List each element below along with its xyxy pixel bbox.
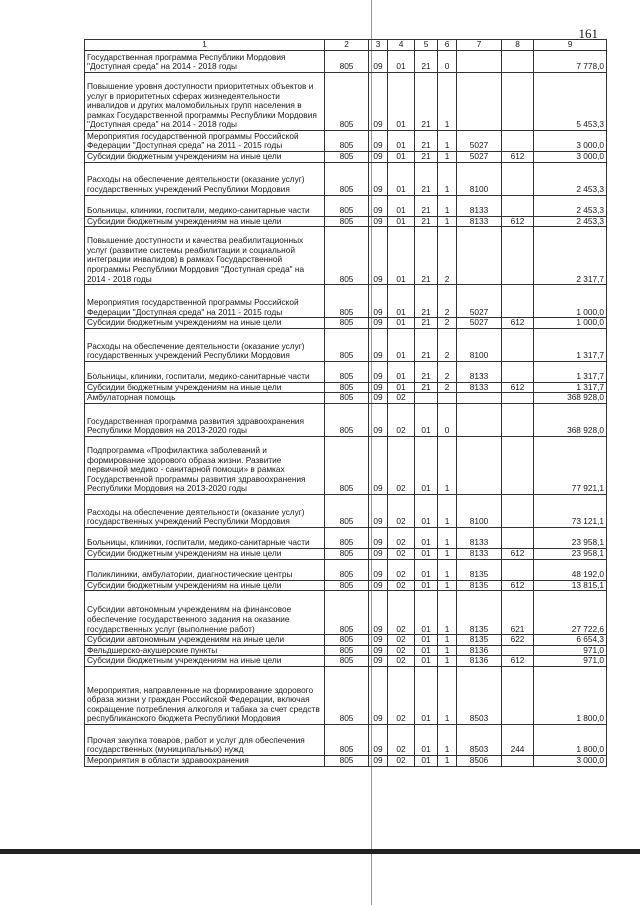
cell-item: 8503 (457, 666, 502, 724)
row-name: Повышение уровня доступности приоритетных объектов и услуг в приоритетных сферах жизнедеятельности инвалидов и других маломобильных групп населения в рамках Государственной программы Республики Мордовия "Доступная среда" на 2014 - 2018 годы (85, 73, 325, 131)
cell-program: 01 (415, 559, 438, 580)
cell-subprogram (438, 393, 457, 404)
cell-expense-type (502, 73, 534, 131)
cell-item: 5027 (457, 131, 502, 152)
cell-amount: 1 800,0 (534, 666, 607, 724)
cell-expense-type (502, 51, 534, 73)
cell-subprogram: 2 (438, 227, 457, 285)
cell-subsection: 01 (388, 195, 415, 216)
cell-program: 01 (415, 656, 438, 667)
row-name: Мероприятия в области здравоохранения (85, 755, 325, 766)
cell-amount: 73 121,1 (534, 494, 607, 527)
cell-expense-type (502, 494, 534, 527)
header-cell: 5 (415, 40, 438, 51)
cell-code: 805 (325, 51, 369, 73)
cell-expense-type (502, 403, 534, 436)
cell-code: 805 (325, 195, 369, 216)
row-name: Прочая закупка товаров, работ и услуг для обеспечения государственных (муниципальных) нужд (85, 724, 325, 755)
cell-amount: 1 800,0 (534, 724, 607, 755)
cell-expense-type: 612 (502, 318, 534, 329)
cell-subsection: 01 (388, 216, 415, 227)
cell-subsection: 01 (388, 73, 415, 131)
cell-expense-type: 612 (502, 382, 534, 393)
cell-code: 805 (325, 591, 369, 635)
cell-subsection: 01 (388, 361, 415, 382)
cell-item: 5027 (457, 285, 502, 318)
row-name: Субсидии бюджетным учреждениям на иные цели (85, 216, 325, 227)
cell-program: 21 (415, 162, 438, 195)
cell-code: 805 (325, 494, 369, 527)
cell-subprogram: 2 (438, 382, 457, 393)
table-row (85, 393, 607, 404)
cell-subsection: 02 (388, 527, 415, 548)
cell-program: 01 (415, 494, 438, 527)
cell-program: 01 (415, 548, 438, 559)
cell-code: 805 (325, 656, 369, 667)
cell-section: 09 (369, 227, 388, 285)
cell-subsection: 02 (388, 494, 415, 527)
row-name: Мероприятия, направленные на формирование здорового образа жизни у граждан Российской Федерации, включая сокращение потребления алкоголя и табака за счет средств республиканского бюджета Республики Мордовия (85, 666, 325, 724)
cell-amount: 23 958,1 (534, 527, 607, 548)
cell-item: 8133 (457, 361, 502, 382)
cell-subprogram: 1 (438, 73, 457, 131)
cell-subsection: 01 (388, 227, 415, 285)
cell-section: 09 (369, 724, 388, 755)
cell-section: 09 (369, 403, 388, 436)
cell-subsection: 01 (388, 131, 415, 152)
table-row (85, 216, 607, 227)
cell-subprogram: 1 (438, 494, 457, 527)
cell-code: 805 (325, 361, 369, 382)
bottom-rule (0, 849, 640, 854)
row-name: Амбулаторная помощь (85, 393, 325, 404)
cell-section: 09 (369, 559, 388, 580)
cell-section: 09 (369, 393, 388, 404)
cell-subprogram: 1 (438, 195, 457, 216)
cell-subsection: 02 (388, 666, 415, 724)
cell-item: 8506 (457, 755, 502, 766)
cell-item: 8135 (457, 580, 502, 591)
table-row (85, 548, 607, 559)
cell-item: 5027 (457, 152, 502, 163)
row-name: Субсидии бюджетным учреждениям на иные цели (85, 580, 325, 591)
cell-code: 805 (325, 724, 369, 755)
cell-subsection: 01 (388, 152, 415, 163)
cell-item: 8136 (457, 656, 502, 667)
cell-program: 21 (415, 382, 438, 393)
cell-program: 21 (415, 195, 438, 216)
cell-subprogram: 1 (438, 559, 457, 580)
cell-amount: 6 654,3 (534, 635, 607, 646)
cell-subprogram: 1 (438, 152, 457, 163)
cell-item: 8135 (457, 635, 502, 646)
row-name: Субсидии бюджетным учреждениям на иные цели (85, 656, 325, 667)
row-name: Субсидии бюджетным учреждениям на иные цели (85, 152, 325, 163)
cell-subprogram: 1 (438, 436, 457, 494)
cell-amount: 368 928,0 (534, 403, 607, 436)
cell-program: 21 (415, 51, 438, 73)
cell-item: 8100 (457, 162, 502, 195)
table-row (85, 724, 607, 755)
cell-expense-type: 622 (502, 635, 534, 646)
cell-program: 01 (415, 645, 438, 656)
cell-item: 8133 (457, 527, 502, 548)
cell-amount: 77 921,1 (534, 436, 607, 494)
table-row (85, 318, 607, 329)
table-row (85, 436, 607, 494)
cell-section: 09 (369, 361, 388, 382)
cell-subsection: 01 (388, 51, 415, 73)
cell-subprogram: 2 (438, 328, 457, 361)
cell-program: 21 (415, 318, 438, 329)
cell-section: 09 (369, 382, 388, 393)
table-row (85, 131, 607, 152)
row-name: Фельдшерско-акушерские пункты (85, 645, 325, 656)
cell-subsection: 02 (388, 591, 415, 635)
cell-item: 8133 (457, 382, 502, 393)
cell-program: 21 (415, 131, 438, 152)
cell-program: 01 (415, 666, 438, 724)
row-name: Поликлиники, амбулатории, диагностические центры (85, 559, 325, 580)
cell-program: 21 (415, 285, 438, 318)
row-name: Государственная программа Республики Мордовия "Доступная среда" на 2014 - 2018 годы (85, 51, 325, 73)
cell-section: 09 (369, 580, 388, 591)
cell-amount: 1 000,0 (534, 285, 607, 318)
cell-item: 5027 (457, 318, 502, 329)
cell-subsection: 02 (388, 656, 415, 667)
row-name: Расходы на обеспечение деятельности (оказание услуг) государственных учреждений Республики Мордовия (85, 162, 325, 195)
cell-expense-type (502, 755, 534, 766)
row-name: Государственная программа развития здравоохранения Республики Мордовия на 2013-2020 годы (85, 403, 325, 436)
cell-amount: 27 722,6 (534, 591, 607, 635)
cell-program: 21 (415, 227, 438, 285)
cell-item (457, 73, 502, 131)
table-row (85, 328, 607, 361)
cell-program: 21 (415, 73, 438, 131)
cell-subprogram: 1 (438, 755, 457, 766)
table-row (85, 635, 607, 646)
cell-item: 8503 (457, 724, 502, 755)
cell-section: 09 (369, 216, 388, 227)
cell-section: 09 (369, 635, 388, 646)
cell-item: 8133 (457, 195, 502, 216)
cell-code: 805 (325, 527, 369, 548)
cell-program: 01 (415, 591, 438, 635)
cell-subsection: 01 (388, 162, 415, 195)
cell-program: 21 (415, 361, 438, 382)
cell-code: 805 (325, 635, 369, 646)
row-name: Подпрограмма «Профилактика заболеваний и формирование здорового образа жизни. Развитие первичной медико - санитарной помощи» в рамках Государственной программы развития здравоохранения Республики Мордовия на 2013-2020 годы (85, 436, 325, 494)
cell-expense-type: 244 (502, 724, 534, 755)
cell-code: 805 (325, 227, 369, 285)
cell-section: 09 (369, 656, 388, 667)
cell-section: 09 (369, 152, 388, 163)
cell-code: 805 (325, 162, 369, 195)
cell-amount: 2 453,3 (534, 195, 607, 216)
cell-code: 805 (325, 382, 369, 393)
cell-subprogram: 1 (438, 591, 457, 635)
cell-section: 09 (369, 195, 388, 216)
cell-subprogram: 0 (438, 51, 457, 73)
cell-amount: 3 000,0 (534, 152, 607, 163)
cell-amount: 1 000,0 (534, 318, 607, 329)
cell-code: 805 (325, 548, 369, 559)
cell-expense-type (502, 162, 534, 195)
table-row (85, 580, 607, 591)
row-name: Расходы на обеспечение деятельности (оказание услуг) государственных учреждений Республики Мордовия (85, 328, 325, 361)
cell-expense-type: 612 (502, 580, 534, 591)
cell-subsection: 01 (388, 382, 415, 393)
cell-section: 09 (369, 666, 388, 724)
table-row (85, 666, 607, 724)
cell-program: 21 (415, 328, 438, 361)
row-name: Мероприятия государственной программы Российской Федерации "Доступная среда" на 2011 - 2015 годы (85, 131, 325, 152)
cell-subsection: 01 (388, 318, 415, 329)
cell-subprogram: 2 (438, 285, 457, 318)
table-row (85, 591, 607, 635)
cell-section: 09 (369, 328, 388, 361)
cell-section: 09 (369, 645, 388, 656)
cell-amount: 48 192,0 (534, 559, 607, 580)
cell-item (457, 393, 502, 404)
cell-expense-type (502, 666, 534, 724)
cell-amount: 23 958,1 (534, 548, 607, 559)
cell-code: 805 (325, 403, 369, 436)
header-cell: 4 (388, 40, 415, 51)
cell-amount: 1 317,7 (534, 361, 607, 382)
row-name: Больницы, клиники, госпитали, медико-санитарные части (85, 361, 325, 382)
cell-amount: 13 815,1 (534, 580, 607, 591)
table-row (85, 361, 607, 382)
cell-item (457, 51, 502, 73)
row-name: Субсидии автономным учреждениям на финансовое обеспечение государственного задания на оказание государственных услуг (выполнение работ) (85, 591, 325, 635)
cell-subprogram: 1 (438, 635, 457, 646)
cell-expense-type (502, 361, 534, 382)
cell-amount: 2 453,3 (534, 216, 607, 227)
table-row (85, 285, 607, 318)
cell-item: 8133 (457, 216, 502, 227)
cell-expense-type (502, 195, 534, 216)
cell-section: 09 (369, 318, 388, 329)
cell-subprogram: 0 (438, 403, 457, 436)
header-cell: 6 (438, 40, 457, 51)
table-row (85, 527, 607, 548)
cell-amount: 1 317,7 (534, 328, 607, 361)
cell-item (457, 403, 502, 436)
cell-code: 805 (325, 131, 369, 152)
cell-expense-type: 612 (502, 656, 534, 667)
cell-item: 8135 (457, 559, 502, 580)
cell-subsection: 02 (388, 645, 415, 656)
cell-subsection: 02 (388, 635, 415, 646)
cell-subprogram: 2 (438, 318, 457, 329)
cell-code: 805 (325, 216, 369, 227)
cell-item: 8100 (457, 494, 502, 527)
cell-expense-type (502, 527, 534, 548)
cell-amount: 2 453,3 (534, 162, 607, 195)
table-row (85, 152, 607, 163)
cell-subprogram: 1 (438, 216, 457, 227)
cell-amount: 3 000,0 (534, 131, 607, 152)
cell-expense-type (502, 285, 534, 318)
table-row (85, 559, 607, 580)
cell-subprogram: 1 (438, 527, 457, 548)
row-name: Мероприятия государственной программы Российской Федерации "Доступная среда" на 2011 - 2015 годы (85, 285, 325, 318)
row-name: Субсидии автономным учреждениям на иные цели (85, 635, 325, 646)
cell-subprogram: 2 (438, 361, 457, 382)
row-name: Субсидии бюджетным учреждениям на иные цели (85, 382, 325, 393)
cell-code: 805 (325, 436, 369, 494)
table-row (85, 656, 607, 667)
table-row (85, 73, 607, 131)
cell-section: 09 (369, 51, 388, 73)
cell-item: 8136 (457, 645, 502, 656)
cell-subsection: 02 (388, 436, 415, 494)
cell-expense-type (502, 559, 534, 580)
cell-expense-type (502, 436, 534, 494)
table-row (85, 382, 607, 393)
header-cell: 1 (85, 40, 325, 51)
cell-program (415, 393, 438, 404)
cell-code: 805 (325, 580, 369, 591)
cell-subsection: 02 (388, 403, 415, 436)
cell-program: 21 (415, 216, 438, 227)
cell-section: 09 (369, 591, 388, 635)
cell-amount: 971,0 (534, 656, 607, 667)
cell-subprogram: 1 (438, 656, 457, 667)
cell-subprogram: 1 (438, 580, 457, 591)
cell-code: 805 (325, 152, 369, 163)
row-name: Субсидии бюджетным учреждениям на иные цели (85, 318, 325, 329)
cell-section: 09 (369, 73, 388, 131)
cell-subprogram: 1 (438, 162, 457, 195)
header-cell: 7 (457, 40, 502, 51)
cell-amount: 2 317,7 (534, 227, 607, 285)
table-row (85, 227, 607, 285)
header-cell: 9 (534, 40, 607, 51)
page-number: 161 (578, 26, 598, 41)
cell-subsection: 01 (388, 328, 415, 361)
cell-code: 805 (325, 559, 369, 580)
cell-expense-type (502, 227, 534, 285)
cell-amount: 7 778,0 (534, 51, 607, 73)
cell-program: 01 (415, 527, 438, 548)
cell-amount: 971,0 (534, 645, 607, 656)
row-name: Расходы на обеспечение деятельности (оказание услуг) государственных учреждений Республики Мордовия (85, 494, 325, 527)
cell-section: 09 (369, 548, 388, 559)
table-row (85, 403, 607, 436)
cell-subsection: 02 (388, 559, 415, 580)
row-name: Повышение доступности и качества реабилитационных услуг (развитие системы реабилитации и социальной интеграции инвалидов) в рамках Государственной программы Республики Мордовия "Доступная среда" на 2014 - 2018 годы (85, 227, 325, 285)
table-row (85, 195, 607, 216)
cell-code: 805 (325, 666, 369, 724)
cell-program: 01 (415, 436, 438, 494)
cell-program: 01 (415, 724, 438, 755)
cell-item: 8100 (457, 328, 502, 361)
cell-program: 21 (415, 152, 438, 163)
cell-expense-type: 612 (502, 152, 534, 163)
table-row (85, 51, 607, 73)
row-name: Больницы, клиники, госпитали, медико-санитарные части (85, 527, 325, 548)
cell-subprogram: 1 (438, 645, 457, 656)
cell-expense-type: 612 (502, 548, 534, 559)
cell-section: 09 (369, 494, 388, 527)
cell-code: 805 (325, 318, 369, 329)
cell-subsection: 02 (388, 548, 415, 559)
cell-program: 01 (415, 403, 438, 436)
cell-amount: 5 453,3 (534, 73, 607, 131)
cell-code: 805 (325, 755, 369, 766)
cell-expense-type (502, 328, 534, 361)
cell-section: 09 (369, 131, 388, 152)
cell-section: 09 (369, 162, 388, 195)
table-row (85, 162, 607, 195)
cell-amount: 1 317,7 (534, 382, 607, 393)
table-row (85, 755, 607, 766)
cell-expense-type (502, 645, 534, 656)
cell-expense-type (502, 131, 534, 152)
cell-amount: 368 928,0 (534, 393, 607, 404)
cell-amount: 3 000,0 (534, 755, 607, 766)
cell-section: 09 (369, 527, 388, 548)
row-name: Субсидии бюджетным учреждениям на иные цели (85, 548, 325, 559)
cell-item: 8135 (457, 591, 502, 635)
cell-subsection: 02 (388, 580, 415, 591)
cell-subprogram: 1 (438, 131, 457, 152)
header-cell: 3 (369, 40, 388, 51)
cell-code: 805 (325, 285, 369, 318)
cell-item (457, 436, 502, 494)
header-row (85, 40, 607, 51)
cell-program: 01 (415, 635, 438, 646)
header-cell: 8 (502, 40, 534, 51)
cell-program: 01 (415, 755, 438, 766)
cell-section: 09 (369, 755, 388, 766)
cell-program: 01 (415, 580, 438, 591)
cell-code: 805 (325, 328, 369, 361)
cell-code: 805 (325, 73, 369, 131)
cell-subsection: 01 (388, 285, 415, 318)
cell-subprogram: 1 (438, 666, 457, 724)
cell-code: 805 (325, 645, 369, 656)
cell-item: 8133 (457, 548, 502, 559)
cell-subsection: 02 (388, 393, 415, 404)
cell-section: 09 (369, 436, 388, 494)
cell-expense-type: 621 (502, 591, 534, 635)
table-row (85, 645, 607, 656)
cell-expense-type (502, 393, 534, 404)
budget-table (84, 39, 607, 767)
cell-subprogram: 1 (438, 548, 457, 559)
cell-subprogram: 1 (438, 724, 457, 755)
cell-item (457, 227, 502, 285)
cell-section: 09 (369, 285, 388, 318)
cell-code: 805 (325, 393, 369, 404)
header-cell: 2 (325, 40, 369, 51)
table-row (85, 494, 607, 527)
cell-subsection: 02 (388, 724, 415, 755)
row-name: Больницы, клиники, госпитали, медико-санитарные части (85, 195, 325, 216)
cell-subsection: 02 (388, 755, 415, 766)
cell-expense-type: 612 (502, 216, 534, 227)
